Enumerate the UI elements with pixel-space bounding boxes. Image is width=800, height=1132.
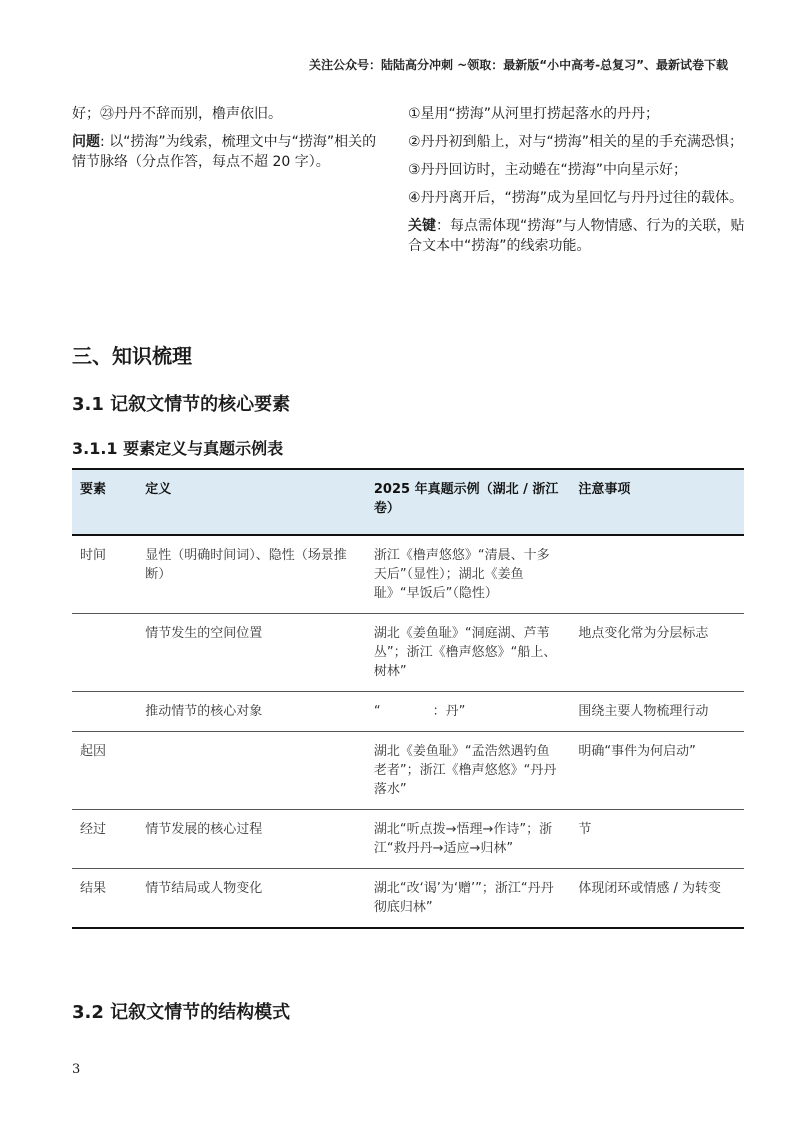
table-cell: 湖北《姜鱼耻》“洞庭湖、芦苇丛”；浙江《橹声悠悠》“船上、树林” [366, 614, 570, 692]
table-cell [137, 732, 366, 810]
table-cell [72, 692, 137, 732]
table-row [72, 869, 744, 929]
header-cell: 定义 [137, 469, 366, 535]
key-paragraph [408, 216, 748, 256]
quote-line: 好；㉓丹丹不辞而别，橹声依旧。 [72, 106, 282, 122]
table-heading: 3.1.1 要素定义与真题示例表 [72, 439, 284, 458]
header-cell: 2025 年真题示例（湖北 / 浙江卷） [366, 469, 570, 535]
right-column [408, 104, 748, 264]
answer-point: ③丹丹回访时，主动蜷在“捞海”中向星示好； [408, 162, 688, 178]
page-number: 3 [72, 1062, 81, 1077]
left-column [72, 104, 390, 180]
subsection-heading: 3.2 记叙文情节的结构模式 [72, 1002, 291, 1023]
table-cell: 情节结局或人物变化 [137, 869, 366, 929]
answer-point: ④丹丹离开后，“捞海”成为星回忆与丹丹过往的载体。 [408, 190, 744, 206]
answer-point: ①星用“捞海”从河里打捞起落水的丹丹； [408, 106, 660, 122]
table-cell: 围绕主要人物梳理行动 [570, 692, 744, 732]
key-label: 关键 [408, 218, 436, 234]
table-cell [72, 614, 137, 692]
table-cell: 浙江《橹声悠悠》“清晨、十多天后”（显性）；湖北《姜鱼耻》“早饭后”（隐性） [366, 535, 570, 614]
table-row [72, 614, 744, 692]
answer-point: ②丹丹初到船上，对与“捞海”相关的星的手充满恐惧； [408, 134, 744, 150]
table-cell: 明确“事件为何启动” [570, 732, 744, 810]
table-cell: 推动情节的核心对象 [137, 692, 366, 732]
question-paragraph [72, 132, 390, 172]
question-text: : 以“捞海”为线索，梳理文中与“捞海”相关的情节脉络（分点作答，每点不超 20 字）。 [72, 134, 377, 170]
table-cell: 湖北“听点拨→悟理→作诗”；浙江“救丹丹→适应→归林” [366, 810, 570, 869]
table-row [72, 535, 744, 614]
table-cell [570, 535, 744, 614]
table-cell: 经过 [72, 810, 137, 869]
subsection-heading: 3.1 记叙文情节的核心要素 [72, 394, 291, 415]
table-cell: 体现闭环或情感 / 为转变 [570, 869, 744, 929]
table-cell: 情节发生的空间位置 [137, 614, 366, 692]
table-row [72, 732, 744, 810]
table-row [72, 810, 744, 869]
table-header-row [72, 469, 744, 535]
section-heading: 三、知识梳理 [72, 344, 192, 368]
table-cell: 地点变化常为分层标志 [570, 614, 744, 692]
table-cell: “ ：丹” [366, 692, 570, 732]
table-cell: 起因 [72, 732, 137, 810]
table-cell: 情节发展的核心过程 [137, 810, 366, 869]
page-header: 关注公众号：陆陆高分冲刺 ~领取：最新版“小中高考-总复习”、最新试卷下载 [309, 58, 728, 72]
header-cell: 要素 [72, 469, 137, 535]
elements-table [72, 468, 744, 929]
table-cell: 节 [570, 810, 744, 869]
table-cell: 湖北“改‘谒’为‘赠’”；浙江“丹丹彻底归林” [366, 869, 570, 929]
table-row [72, 692, 744, 732]
key-text: ：每点需体现“捞海”与人物情感、行为的关联，贴合文本中“捞海”的线索功能。 [408, 218, 745, 254]
table-cell: 显性（明确时间词）、隐性（场景推断） [137, 535, 366, 614]
table-cell: 时间 [72, 535, 137, 614]
question-label: 问题 [72, 134, 100, 150]
table-cell: 结果 [72, 869, 137, 929]
header-cell: 注意事项 [570, 469, 744, 535]
table-cell: 湖北《姜鱼耻》“孟浩然遇钓鱼老者”；浙江《橹声悠悠》“丹丹落水” [366, 732, 570, 810]
